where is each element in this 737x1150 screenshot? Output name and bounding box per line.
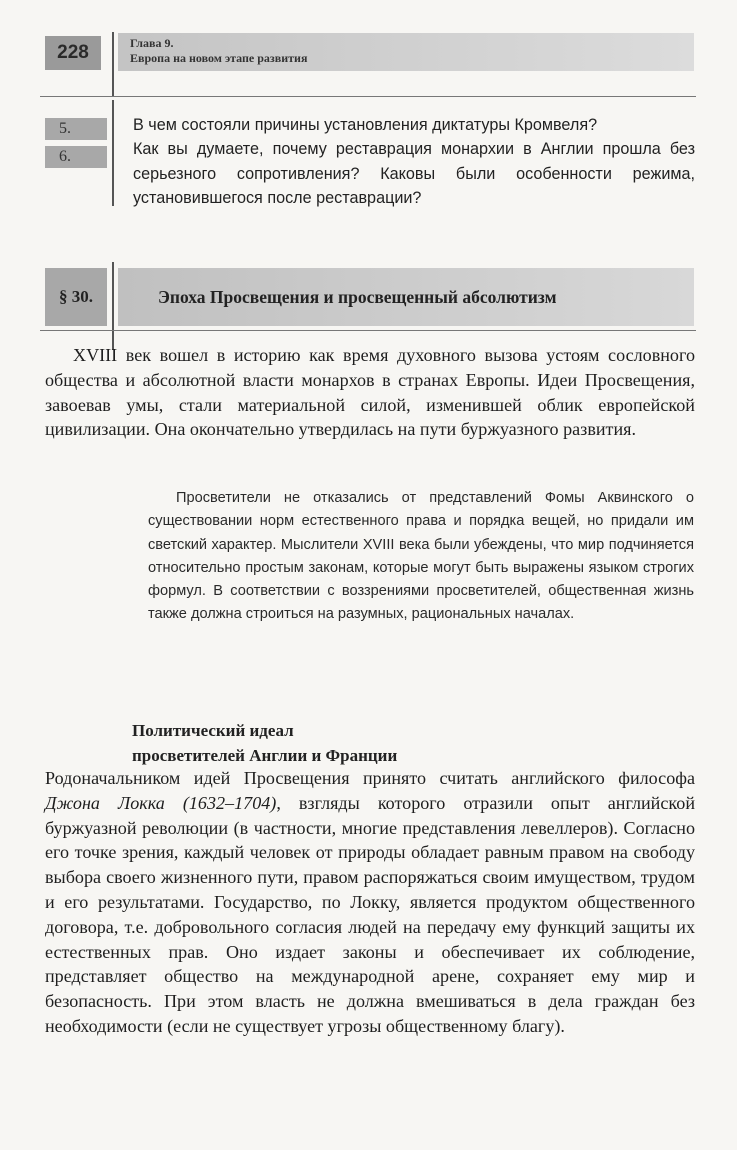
subheading <box>132 718 692 768</box>
subheading-line: Политический идеал <box>132 721 294 740</box>
main-text <box>45 766 695 1039</box>
main-paragraph <box>45 766 695 1039</box>
chapter-label: Глава 9. <box>130 36 174 50</box>
running-head <box>118 33 694 71</box>
question-text: В чем состояли причины установления диктатуры Кромвеля? <box>133 116 598 134</box>
question-text: Как вы думаете, почему реставрация монархии в Англии прошла без серьезного сопротивления? Каковы были особенности режима, установившегося после реставрации? <box>133 140 695 207</box>
section-number: § 30. <box>45 268 107 326</box>
section-vertical-rule <box>112 262 114 350</box>
main-text-start: Родоначальником идей Просвещения принято считать английского философа <box>45 768 695 788</box>
intro-text: XVIII век вошел в историю как время духовного вызова устоям сословного общества и абсолютной власти монархов в странах Европы. Идеи Просвещения, завоевав умы, стали материальной силой, изменившей облик европейской цивилизации. Она окончательно утвердилась на пути буржуазного развития. <box>45 345 695 440</box>
question-number: 5. <box>45 118 107 140</box>
header-divider <box>40 96 696 97</box>
question-number: 6. <box>45 146 107 168</box>
section-title: Эпоха Просвещения и просвещенный абсолютизм <box>118 268 694 326</box>
main-text-rest: , взгляды которого отразили опыт английской буржуазной революции (в частности, многие представления левеллеров). Согласно его точке зрения, каждый человек от природы обладает равным правом на свободу выбора своего жизненного пути, правом распоряжаться своим имуществом, трудом и его результатами. Государство, по Локку, является продуктом общественного договора, т.е. добровольного согласия людей на передачу ему функций защиты их естественных прав. Оно издает законы и обеспечивает их соблюдение, представляет общество на международной арене, сохраняет ему мир и безопасность. При этом власть не должна вмешиваться в дела граждан без необходимости (если не существует угрозы общественному благу). <box>45 792 695 1036</box>
questions-vertical-rule <box>112 100 114 206</box>
subheading-line: просветителей Англии и Франции <box>132 746 398 765</box>
header-vertical-rule <box>112 32 114 96</box>
page-number: 228 <box>45 36 101 70</box>
chapter-title: Европа на новом этапе развития <box>130 51 308 65</box>
locke-name: Джона Локка (1632–1704) <box>45 792 277 813</box>
intro-paragraph <box>45 343 695 442</box>
aside-note <box>148 487 694 627</box>
aside-text: Просветители не отказались от представлений Фомы Аквинского о существовании норм естественного права и порядка вещей, но придали им светский характер. Мыслители XVIII века были убеждены, что мир подчиняется относительно простым законам, которые могут быть выражены языком строгих формул. В соответствии с воззрениями просветителей, общественная жизнь также должна строиться на разумных, рациональных началах. <box>148 490 694 623</box>
section-divider <box>40 330 696 331</box>
